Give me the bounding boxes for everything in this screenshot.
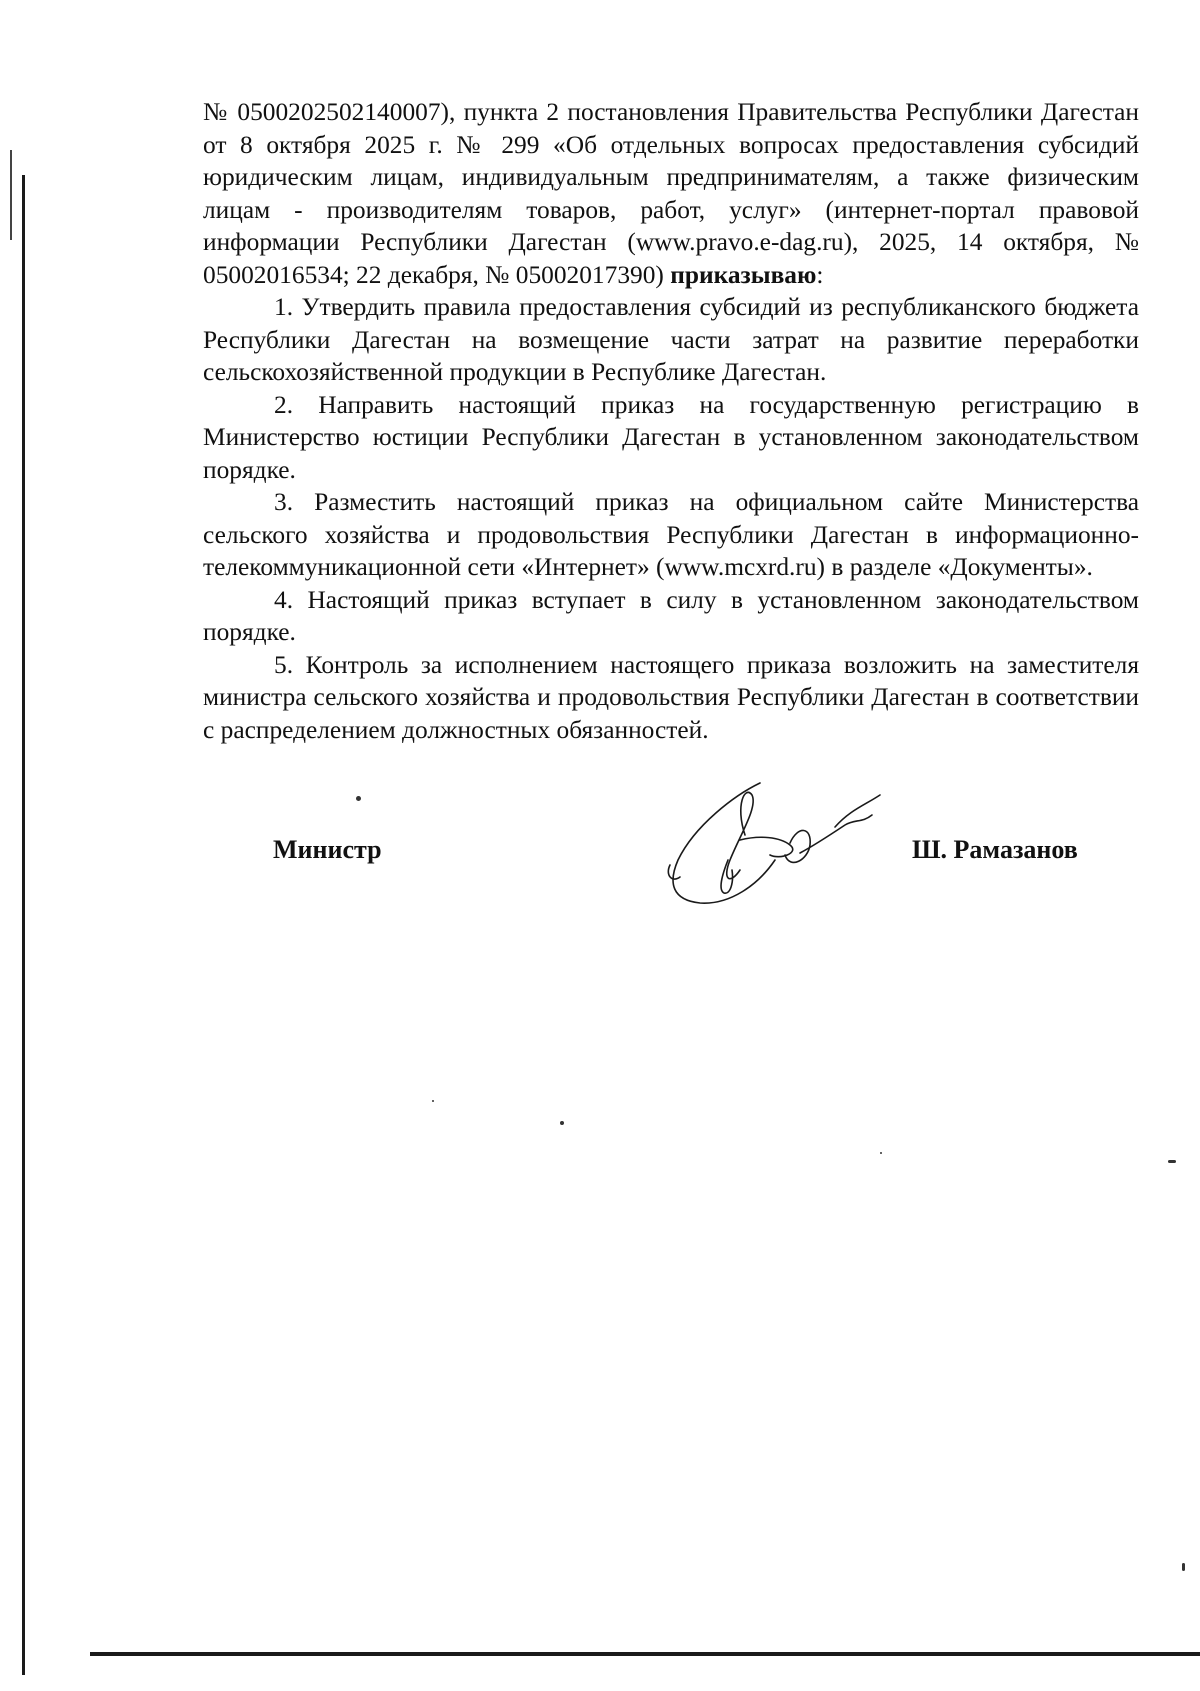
preamble-paragraph — [203, 96, 1139, 291]
scan-artifact-left-mark — [10, 150, 12, 240]
order-keyword-colon: : — [816, 260, 824, 289]
signatory-name: Ш. Рамазанов — [912, 835, 1078, 864]
scan-speck — [560, 1121, 564, 1125]
order-item-4: 4. Настоящий приказ вступает в силу в установленном законодательством порядке. — [203, 585, 1139, 646]
scan-speck — [356, 796, 361, 801]
scan-speck — [1168, 1160, 1176, 1163]
scan-edge-left — [22, 175, 25, 1675]
signature-row — [0, 835, 1200, 875]
order-item-1: 1. Утвердить правила предоставления субсидий из республиканского бюджета Республики Дагестан на возмещение части затрат на развитие переработки сельскохозяйственной продукции в Республике Дагестан. — [203, 293, 1139, 386]
signatory-title: Министр — [273, 835, 382, 864]
preamble-text: № 0500202502140007), пункта 2 постановления Правительства Республики Дагестан от 8 октября 2025 г. № 299 «Об отдельных вопросах предоставления субсидий юридическим лицам, индивидуальным предпринимателям, а также физическим лицам - производителям товаров, работ, услуг» (интернет-портал правовой информации Республики Дагестан (www.pravo.e-dag.ru), 2025, 14 октября, № 05002016534; 22 декабря, № 05002017390) — [203, 98, 1139, 289]
order-item-2: 2. Направить настоящий приказ на государственную регистрацию в Министерство юстиции Республики Дагестан в установленном законодательством порядке. — [203, 390, 1139, 484]
scan-speck — [1182, 1563, 1185, 1571]
scan-speck — [880, 1152, 882, 1154]
scan-edge-bottom — [90, 1652, 1200, 1656]
document-body — [203, 96, 1139, 746]
order-item-3: 3. Разместить настоящий приказ на официальном сайте Министерства сельского хозяйства и продовольствия Республики Дагестан в информационно-телекоммуникационной сети «Интернет» (www.mcxrd.ru) в разделе «Документы». — [203, 488, 1139, 581]
scan-speck — [432, 1100, 434, 1102]
order-keyword: приказываю — [670, 260, 817, 289]
order-item-5: 5. Контроль за исполнением настоящего приказа возложить на заместителя министра сельского хозяйства и продовольствия Республики Дагестан в соответствии с распределением должностных обязанностей. — [203, 650, 1139, 744]
